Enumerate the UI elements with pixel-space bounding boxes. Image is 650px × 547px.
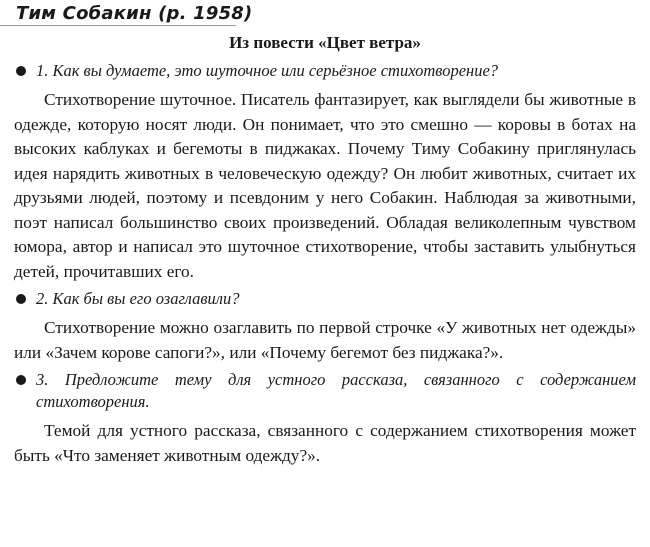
question-2 — [14, 288, 636, 310]
question-1 — [14, 60, 636, 82]
bullet-icon — [16, 375, 26, 385]
author-years: (р. 1958) — [158, 3, 253, 24]
question-text: 2. Как бы вы его озаглавили? — [36, 289, 240, 308]
section-title: Из повести «Цвет ветра» — [229, 33, 421, 52]
author-underline — [0, 25, 236, 26]
question-text: 1. Как вы думаете, это шуточное или серьёзное стихотворение? — [36, 61, 499, 80]
author-heading — [16, 2, 636, 26]
answer-1: Стихотворение шуточное. Писатель фантазирует, как выглядели бы животные в одежде, которую носят люди. Он понимает, что это смешно — коровы в ботах на высоких каблуках и бегемоты в пиджаках. Почему Тиму Собакину приглянулась идея нарядить животных в человеческую одежду? Он любит животных, считает их друзьями людей, поэтому и псевдоним у него Собакин. Наблюдая за животными, поэт написал большинство своих произведений. Обладая великолепным чувством юмора, автор и написал это шуточное стихотворение, чтобы заставить улыбнуться детей, прочитавших его. — [14, 90, 636, 281]
question-text: 3. Предложите тему для устного рассказа, связанного с содержанием стихотворения. — [36, 370, 636, 411]
bullet-icon — [16, 66, 26, 76]
answer-2: Стихотворение можно озаглавить по первой строчке «У животных нет одежды» или «Зачем корове сапоги?», или «Почему бегемот без пиджака?». — [14, 318, 636, 362]
answer-3: Темой для устного рассказа, связанного с содержанием стихотворения может быть «Что заменяет животным одежду?». — [14, 421, 636, 465]
question-3 — [14, 369, 636, 413]
bullet-icon — [16, 294, 26, 304]
author-name: Тим Собакин — [16, 3, 152, 24]
